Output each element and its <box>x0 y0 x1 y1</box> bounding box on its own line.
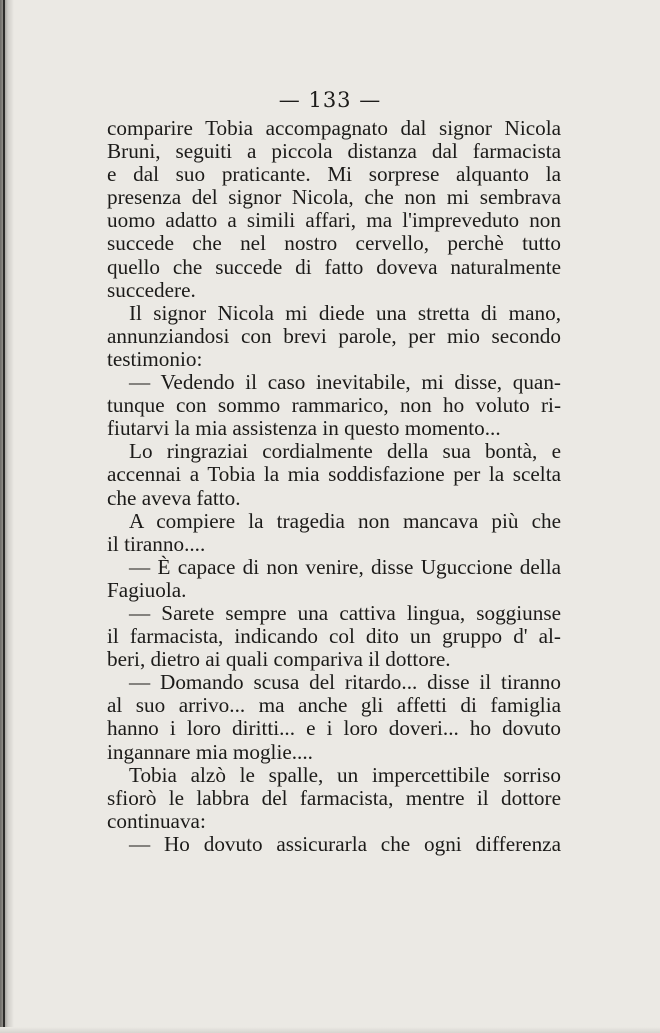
text-line: Lo ringraziai cordialmente della sua bontà, e <box>129 439 561 464</box>
text-line: testimonio: <box>107 346 203 371</box>
text-line: Bruni, seguiti a piccola distanza dal farmacista <box>107 139 561 164</box>
text-line: quello che succede di fatto doveva naturalmente <box>107 254 561 279</box>
text-line: comparire Tobia accompagnato dal signor Nicola <box>107 116 561 140</box>
text-line: — Vedendo il caso inevitabile, mi disse, quan- <box>129 370 561 395</box>
page-bottom-shadow <box>0 1027 660 1033</box>
text-line: A compiere la tragedia non mancava più che <box>129 508 561 533</box>
text-line: uomo adatto a simili affari, ma l'impreveduto non <box>107 208 561 233</box>
text-line: succede che nel nostro cervello, perchè tutto <box>107 231 561 256</box>
text-line: al suo arrivo... ma anche gli affetti di famiglia <box>107 693 561 718</box>
text-line: — È capace di non venire, disse Uguccione della <box>129 554 561 579</box>
text-line: hanno i loro diritti... e i loro doveri... ho dovuto <box>107 716 561 741</box>
page-number: — 133 — <box>278 88 382 112</box>
text-line: presenza del signor Nicola, che non mi sembrava <box>107 185 561 210</box>
text-line: fiutarvi la mia assistenza in questo momento... <box>107 416 501 441</box>
text-line: annunziandosi con brevi parole, per mio secondo <box>107 323 561 348</box>
text-line: Fagiuola. <box>107 577 187 602</box>
text-line: sfiorò le labbra del farmacista, mentre il dottore <box>107 785 561 810</box>
text-line: accennai a Tobia la mia soddisfazione per la scelta <box>107 462 561 487</box>
text-line: il tiranno.... <box>107 531 206 556</box>
text-line: Tobia alzò le spalle, un impercettibile sorriso <box>129 762 561 787</box>
text-line: — Sarete sempre una cattiva lingua, soggiunse <box>129 600 561 625</box>
text-line: e dal suo praticante. Mi sorprese alquanto la <box>107 162 561 187</box>
text-line: tunque con sommo rammarico, non ho voluto ri- <box>107 393 561 418</box>
text-line: il farmacista, indicando col dito un gruppo d' al- <box>107 624 561 649</box>
text-line: Il signor Nicola mi diede una stretta di mano, <box>129 300 561 325</box>
text-line: continuava: <box>107 808 206 833</box>
body-text <box>107 117 561 856</box>
text-line: ingannare mia moglie.... <box>107 739 313 764</box>
text-line: che aveva fatto. <box>107 485 241 510</box>
text-line: — Ho dovuto assicurarla che ogni differenza <box>129 831 561 856</box>
text-line: — Domando scusa del ritardo... disse il tiranno <box>129 670 561 695</box>
text-line: beri, dietro ai quali compariva il dottore. <box>107 647 451 672</box>
page-binding-line <box>3 0 5 1033</box>
text-line: succedere. <box>107 277 196 302</box>
